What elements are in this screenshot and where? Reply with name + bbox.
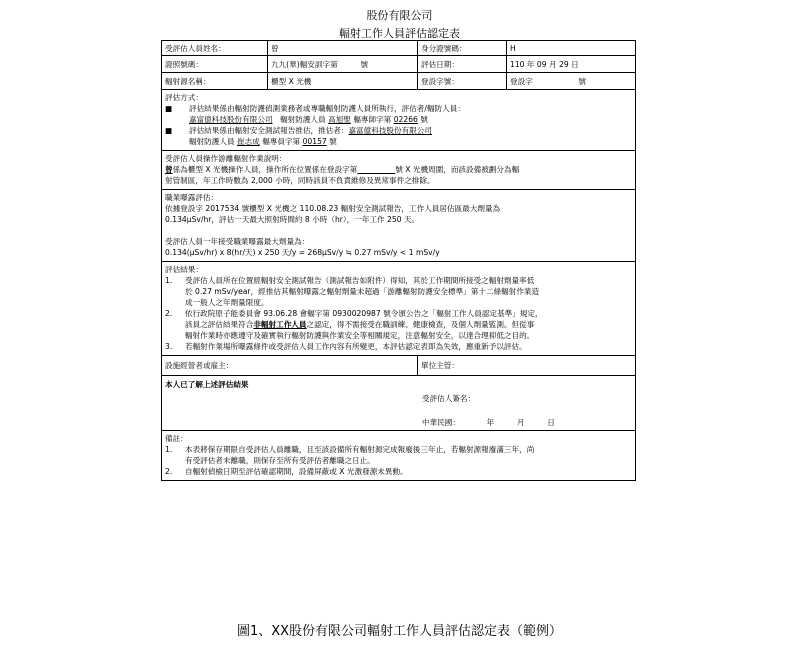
- method-person-2: 崔志成: [236, 137, 260, 146]
- result-2b-c: 之認定，得不需接受在職訓練、健康檢查，及個人劑量監測。但從事: [306, 320, 535, 329]
- exposure-p1: 依據登設字 2017534 號櫃型 X 光機之 110.08.23 輻射安全測試報告，工作人員居佔區最大劑量為: [165, 204, 501, 213]
- bullet-icon: ■: [165, 126, 173, 135]
- operation-text-a: 係為櫃型 X 光機操作人員，操作所在位置係在登設字第: [172, 165, 358, 174]
- supervisor-label: 單位主管：: [421, 361, 459, 370]
- bullet-icon: ■: [165, 104, 173, 113]
- operation-text-c: 射管制區，年工作時數為 2,000 小時，同時該員不負責維修及異常事件之排除。: [165, 176, 435, 185]
- date-value: 110 年 09 月 29 日: [510, 59, 579, 69]
- method-title: 評估方式：: [165, 93, 203, 102]
- info-row-name: [162, 41, 635, 56]
- license-label: 證照號碼：: [162, 56, 268, 72]
- result-1c: 成一般人之年劑量限度。: [185, 298, 269, 307]
- exposure-section: [162, 190, 635, 262]
- source-label: 輻射源名稱：: [162, 73, 268, 89]
- operation-section: [162, 151, 635, 190]
- reg-label: 登設字號：: [418, 73, 507, 89]
- result-2c: 輻射作業時亦應遵守及確實執行輻射防護與作業安全等相關規定，注意輻射安全，以達合理抑低之目的。: [185, 331, 535, 340]
- date-line: 中華民國： 年 月 日: [422, 418, 555, 427]
- understood-text: 本人已了解上述評估結果: [165, 380, 249, 389]
- method-line1: 評估結果係由輻射防護偵測業務者或專職輻射防護人員所執行，評估者/輻防人員：: [189, 104, 465, 113]
- method-company-1: 嘉富億科技股份有限公司: [189, 115, 273, 124]
- result-number-1: 1.: [165, 276, 173, 285]
- exposure-formula: 0.134(µSv/hr) x 8(hr/天) x 250 天/y = 268µSv/y ≒ 0.27 mSv/y < 1 mSv/y: [165, 248, 440, 257]
- notes-title: 備註：: [165, 434, 188, 443]
- result-section: [162, 262, 635, 356]
- operator-label: 設施經營者或雇主：: [162, 356, 418, 375]
- signature-label: 受評估人簽名：: [422, 394, 476, 403]
- license-value: 九九(華)輻安訓字第 號: [268, 56, 418, 72]
- info-row-license: [162, 56, 635, 73]
- operation-title: 受評估人員操作游離輻射作業說明：: [165, 154, 287, 163]
- result-1b: 於 0.27 mSv/year，經推估其輻射曝露之輻射劑量未超過「游離輻射防護安全標準」第十二條輻射作業造: [185, 287, 540, 296]
- method-role-2: 輻射防護人員: [189, 137, 235, 146]
- signature-row: [162, 356, 635, 376]
- notes-section: [162, 431, 635, 480]
- method-section: [162, 90, 635, 151]
- note-1a: 本表將保存期限自受評估人員離職，且至該設備所有輻射源完成報廢後三年止，若輻射源報廢滿三年，尚: [185, 445, 535, 454]
- info-row-source: [162, 73, 635, 90]
- id-value: H: [510, 43, 516, 53]
- method-role-1: 輻射防護人員: [272, 115, 326, 124]
- result-2b-a: 該員之評估結果符合: [185, 320, 254, 329]
- result-2a: 依行政院原子能委員會 93.06.28 會輻字第 0930020987 號令頒公告之「輻射工作人員認定基準」規定，: [185, 309, 543, 318]
- date-label: 評估日期：: [418, 56, 507, 72]
- result-title: 評估結果：: [165, 265, 203, 274]
- figure-caption: 圖1、XX股份有限公司輻射工作人員評估認定表（範例）: [236, 624, 563, 639]
- result-1a: 受評估人員所在位置經輻射安全測試報告（測試報告如附件）得知，其於工作期間所接受之輻射劑量率低: [185, 276, 535, 285]
- operation-text-b: 號 X 光機周圍，而該設備被劃分為輻: [395, 165, 520, 174]
- method-cert-suffix-2: 號: [329, 137, 337, 146]
- source-value: 櫃型 X 光機: [268, 73, 418, 89]
- result-3: 若輻射作業場所曝露條件或受評估人員工作內容有所變更，本評估認定表即為失效，應重新予以評估。: [185, 342, 527, 351]
- method-company-2: 嘉富億科技股份有限公司: [348, 126, 432, 135]
- result-number-3: 3.: [165, 342, 173, 351]
- result-number-2: 2.: [165, 309, 173, 318]
- note-2: 自輻射偵檢日期至評估確認期間，設備屏蔽或 X 光激發源未異動。: [185, 467, 408, 476]
- method-line3: 評估結果係由輻射安全測試報告推估，推估者：: [189, 126, 349, 135]
- operator-name: 曾: [165, 165, 173, 174]
- assessment-form: [161, 40, 636, 481]
- name-label: 受評估人員姓名：: [162, 41, 268, 55]
- method-cert-1: 輻專師字第: [353, 115, 392, 124]
- reg-value: 登設字 號: [510, 76, 586, 86]
- form-title: 輻射工作人員評估認定表: [339, 27, 460, 40]
- result-2b-b: 非輻射工作人員: [253, 320, 307, 329]
- name-value: 曾: [268, 41, 418, 55]
- note-1b: 有受評估者未離職，則保存至所有受評估者離職之日止。: [185, 456, 375, 465]
- note-number-1: 1.: [165, 445, 173, 454]
- exposure-p2: 0.134µSv/hr，評估一天最大照射時間約 8 小時（hr），一年工作 250 天。: [165, 215, 420, 224]
- method-cert-no-1: 02266: [393, 115, 418, 124]
- method-cert-suffix-1: 號: [420, 115, 428, 124]
- exposure-title: 職業曝露評估：: [165, 193, 219, 202]
- company-name: 股份有限公司: [366, 9, 433, 22]
- exposure-p3: 受評估人員一年接受職業曝露最大劑量為：: [165, 237, 310, 246]
- method-cert-no-2: 00157: [302, 137, 327, 146]
- acknowledge-section: [162, 376, 635, 431]
- method-person-1: 高旭聖: [328, 115, 351, 124]
- method-cert-2: 輻專員字第: [262, 137, 301, 146]
- note-number-2: 2.: [165, 467, 173, 476]
- operation-blank: [357, 165, 395, 174]
- id-label: 身分證號碼：: [418, 41, 507, 55]
